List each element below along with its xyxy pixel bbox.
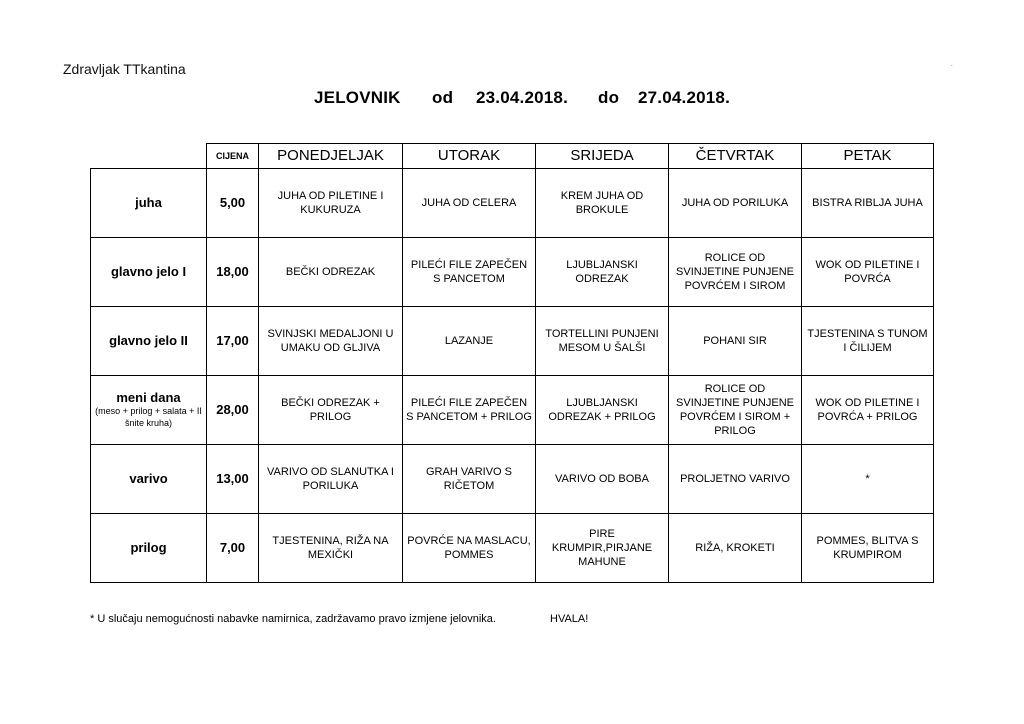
price-cell: 18,00 [207, 238, 259, 307]
table-header-row [91, 144, 934, 169]
menu-item-cell: ROLICE OD SVINJETINE PUNJENE POVRĆEM I SIROM + PRILOG [669, 376, 802, 445]
day-header: PONEDJELJAK [259, 144, 403, 169]
menu-item-cell: JUHA OD PORILUKA [669, 169, 802, 238]
menu-item-cell: TJESTENINA S TUNOM I ČILIJEM [802, 307, 934, 376]
menu-item-cell: VARIVO OD SLANUTKA I PORILUKA [259, 445, 403, 514]
organization-name: Zdravljak TTkantina [63, 61, 186, 77]
table-row [91, 169, 934, 238]
price-cell: 17,00 [207, 307, 259, 376]
weekly-menu-table [90, 143, 934, 583]
menu-item-cell: BEČKI ODREZAK + PRILOG [259, 376, 403, 445]
category-cell [91, 376, 207, 445]
category-name: prilog [130, 540, 167, 555]
price-cell: 13,00 [207, 445, 259, 514]
header-corner [91, 144, 207, 169]
day-header: PETAK [802, 144, 934, 169]
table-row [91, 514, 934, 583]
price-cell: 5,00 [207, 169, 259, 238]
menu-item-cell: PROLJETNO VARIVO [669, 445, 802, 514]
menu-item-cell: * [802, 445, 934, 514]
menu-item-cell: TJESTENINA, RIŽA NA MEXIČKI [259, 514, 403, 583]
category-name: glavno jelo II [109, 333, 188, 348]
category-name: varivo [129, 471, 168, 486]
table-row [91, 376, 934, 445]
menu-item-cell: PIRE KRUMPIR,PIRJANE MAHUNE [536, 514, 669, 583]
menu-item-cell: KREM JUHA OD BROKULE [536, 169, 669, 238]
menu-item-cell: WOK OD PILETINE I POVRĆA [802, 238, 934, 307]
category-cell [91, 445, 207, 514]
menu-item-cell: POMMES, BLITVA S KRUMPIROM [802, 514, 934, 583]
menu-item-cell: SVINJSKI MEDALJONI U UMAKU OD GLJIVA [259, 307, 403, 376]
price-column-header: CIJENA [207, 144, 259, 169]
footnote-thanks: HVALA! [550, 613, 589, 625]
menu-item-cell: LJUBLJANSKI ODREZAK [536, 238, 669, 307]
menu-item-cell: POVRĆE NA MASLACU, POMMES [403, 514, 536, 583]
menu-item-cell: JUHA OD CELERA [403, 169, 536, 238]
title-word: JELOVNIK [314, 88, 401, 107]
category-name: glavno jelo I [110, 264, 187, 279]
category-name: meni dana [116, 390, 181, 405]
menu-item-cell: PILEĆI FILE ZAPEČEN S PANCETOM [403, 238, 536, 307]
title-to-label: do [598, 88, 620, 107]
menu-item-cell: POHANI SIR [669, 307, 802, 376]
day-header: UTORAK [403, 144, 536, 169]
category-cell [91, 169, 207, 238]
table-row [91, 307, 934, 376]
title-from-label: od [432, 88, 454, 107]
menu-item-cell: GRAH VARIVO S RIČETOM [403, 445, 536, 514]
category-name: juha [135, 195, 162, 210]
menu-item-cell: TORTELLINI PUNJENI MESOM U ŠALŠI [536, 307, 669, 376]
scan-dot: . [951, 62, 953, 68]
menu-item-cell: WOK OD PILETINE I POVRĆA + PRILOG [802, 376, 934, 445]
title-to-date: 27.04.2018. [638, 88, 731, 107]
category-description: (meso + prilog + salata + II šnite kruha) [95, 406, 202, 428]
footnote [90, 613, 589, 625]
menu-item-cell: RIŽA, KROKETI [669, 514, 802, 583]
menu-item-cell: JUHA OD PILETINE I KUKURUZA [259, 169, 403, 238]
title-from-date: 23.04.2018. [476, 88, 569, 107]
category-cell [91, 238, 207, 307]
price-cell: 7,00 [207, 514, 259, 583]
menu-item-cell: BISTRA RIBLJA JUHA [802, 169, 934, 238]
day-header: ČETVRTAK [669, 144, 802, 169]
menu-item-cell: BEČKI ODREZAK [259, 238, 403, 307]
table-row [91, 238, 934, 307]
price-cell: 28,00 [207, 376, 259, 445]
footnote-text: * U slučaju nemogućnosti nabavke namirnica, zadržavamo pravo izmjene jelovnika. [90, 613, 496, 625]
category-cell [91, 307, 207, 376]
menu-item-cell: ROLICE OD SVINJETINE PUNJENE POVRĆEM I SIROM [669, 238, 802, 307]
menu-item-cell: LAZANJE [403, 307, 536, 376]
menu-item-cell: VARIVO OD BOBA [536, 445, 669, 514]
category-cell [91, 514, 207, 583]
menu-item-cell: PILEĆI FILE ZAPEČEN S PANCETOM + PRILOG [403, 376, 536, 445]
table-row [91, 445, 934, 514]
day-header: SRIJEDA [536, 144, 669, 169]
menu-item-cell: LJUBLJANSKI ODREZAK + PRILOG [536, 376, 669, 445]
